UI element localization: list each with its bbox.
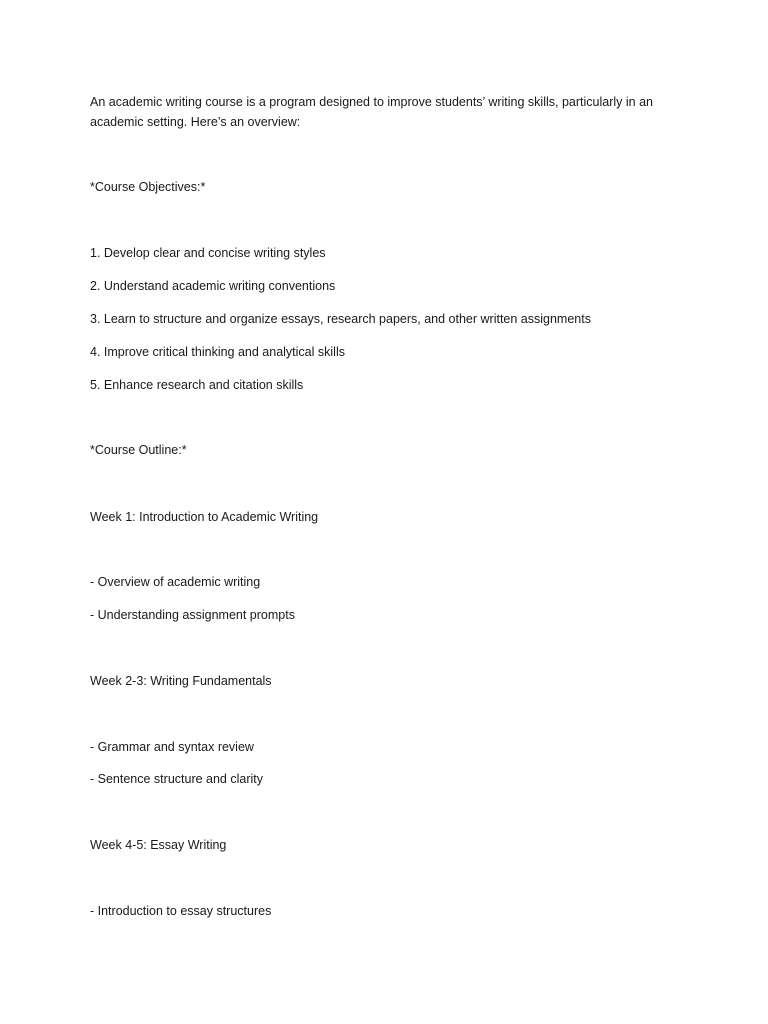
objective-item: 4. Improve critical thinking and analytical skills [90, 345, 345, 359]
objective-item: 2. Understand academic writing conventions [90, 279, 336, 293]
outline-heading: *Course Outline:* [90, 443, 187, 457]
outline-item: - Understanding assignment prompts [90, 608, 295, 622]
outline-item: - Grammar and syntax review [90, 740, 254, 754]
objective-item: 3. Learn to structure and organize essays, research papers, and other written assignments [90, 312, 591, 326]
week-title: Week 2-3: Writing Fundamentals [90, 674, 272, 688]
outline-item: - Sentence structure and clarity [90, 772, 263, 786]
objectives-heading: *Course Objectives:* [90, 180, 206, 194]
intro-paragraph: An academic writing course is a program designed to improve students’ writing skills, particularly in an academic setting. Here’s an overview: [90, 95, 653, 129]
week-title: Week 1: Introduction to Academic Writing [90, 510, 319, 524]
outline-item: - Overview of academic writing [90, 575, 261, 589]
week-title: Week 4-5: Essay Writing [90, 838, 227, 852]
objective-item: 1. Develop clear and concise writing styles [90, 246, 326, 260]
outline-item: - Introduction to essay structures [90, 904, 272, 918]
objective-item: 5. Enhance research and citation skills [90, 378, 304, 392]
